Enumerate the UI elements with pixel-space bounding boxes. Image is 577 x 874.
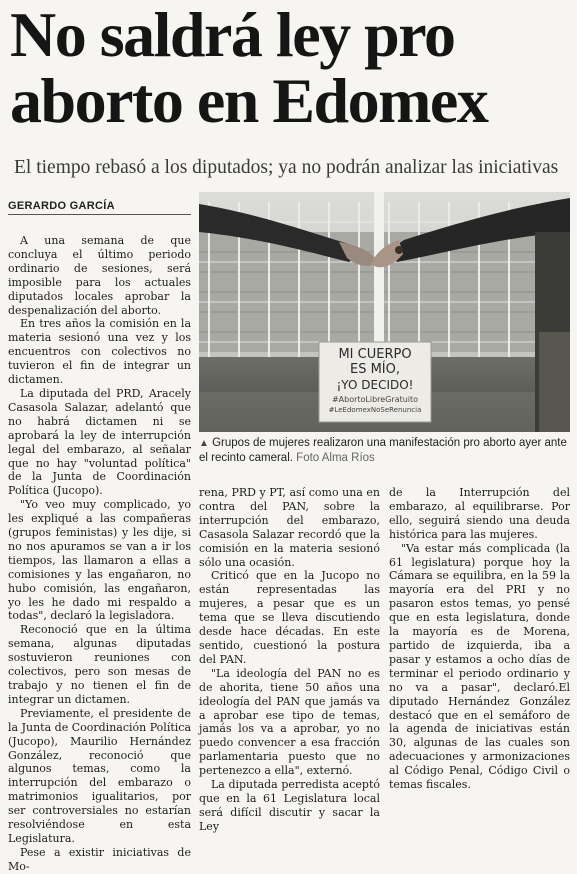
paragraph: A una semana de que concluya el último periodo ordinario de sesiones, será imposible para los actuales diputados locales aprobar la despenalización del aborto. [8, 234, 191, 317]
paragraph: Reconoció que en la última semana, algunas diputadas sostuvieron reuniones con colectivos, pero son mesas de trabajo y no tienen el fin de integrar un dictamen. [8, 623, 191, 706]
sign-text-line: ES MÍO, [349, 362, 401, 377]
caption-text: Grupos de mujeres realizaron una manifestación pro aborto ayer ante el recinto cameral. [199, 437, 567, 464]
paragraph: Previamente, el presidente de la Junta de Coordinación Política (Jucopo), Maurilio Hernández González, reconoció que algunos temas, como la interrupción del embarazo o matrimonios igualitarios, por ser controversiales no estarían resolviéndose en esta Legislatura. [8, 706, 191, 845]
sign-text-line: #LeEdomexNoSeRenuncia [328, 406, 422, 414]
sign-text-line: ¡YO DECIDO! [336, 378, 414, 392]
paragraph: La diputada del PRD, Aracely Casasola Salazar, adelantó que no habrá dictamen ni se aprobará la ley de interrupción legal del embarazo, al señalar que no hay "voluntad política" de la Junta de Coordinación Política (Jucopo). [8, 386, 191, 498]
caption-triangle-icon: ▲ [199, 438, 209, 449]
paragraph: En tres años la comisión en la materia sesionó una vez y los encuentros con colectivos no tuvieron el fin de integrar un dictamen. [8, 317, 191, 387]
paragraph: rena, PRD y PT, así como una en contra del PAN, sobre la interrupción del embarazo, Casasola Salazar recordó que la comisión en la materia sesionó sólo una ocasión. [199, 486, 380, 569]
paragraph: La diputada perredista aceptó que en la 61 Legislatura local será difícil discutir y sacar la Ley [199, 778, 380, 833]
article-column-1 [8, 234, 191, 874]
paragraph: de la Interrupción del embarazo, al equilibrarse. Por ello, seguirá siendo una deuda histórica para las mujeres. [389, 486, 570, 541]
sign-text-line: MI CUERPO [338, 347, 412, 362]
photo-caption [199, 436, 570, 465]
news-photo [199, 192, 570, 432]
headline-line-1: No saldrá ley pro [10, 0, 455, 70]
byline: GERARDO GARCÍA [8, 200, 191, 215]
headline-line-2: aborto en Edomex [10, 65, 488, 136]
headline [10, 2, 570, 134]
article-column-2 [199, 486, 380, 834]
deck-subtitle: El tiempo rebasó a los diputados; ya no podrán analizar las iniciativas [14, 157, 559, 178]
paragraph: "Yo veo muy complicado, yo les expliqué a las compañeras (grupos feministas) y les dije, si no nos apuramos se van a ir los tiempos, las llamaron a ellas a comisiones y las engañaron, no hubo comisión, las engañaron, yo les he dado mi respaldo a todas", declaró la legisladora. [8, 498, 191, 623]
paragraph: "Va estar más complicada (la 61 legislatura) porque hoy la Cámara se equilibra, en la 59 la mayoría era del PRI y no pasaron estos temas, yo pensé que en esta legislatura, donde la mayoría es de Morena, partido de izquierda, iba a pasar y estamos a ocho días de terminar el periodo ordinario y no va a pasar", declaró.El diputado Hernández González destacó que en el semáforo de la agenda de iniciativas están 30, algunas de las cuales son adecuaciones y armonizaciones al Código Penal, Código Civil o temas fiscales. [389, 541, 570, 792]
paragraph: Criticó que en la Jucopo no están representadas las mujeres, a pesar que es un tema que se lleva discutiendo desde hace décadas. En este sentido, cuestionó la postura del PAN. [199, 569, 380, 666]
article-column-3 [389, 486, 570, 792]
photo-credit: Foto Alma Ríos [296, 452, 375, 464]
sign-text-line: #AbortoLibreGratuito [331, 395, 419, 404]
paragraph: "La ideología del PAN no es de ahorita, tiene 50 años una ideología del PAN que jamás va a aprobar ese tipo de temas, jamás los va a aprobar, yo no puedo convencer a esa fracción parlamentaria puesto que no pertenezco a ella", externó. [199, 666, 380, 778]
protest-photo-illustration [199, 192, 570, 432]
paragraph: Pese a existir iniciativas de Mo- [8, 845, 191, 873]
